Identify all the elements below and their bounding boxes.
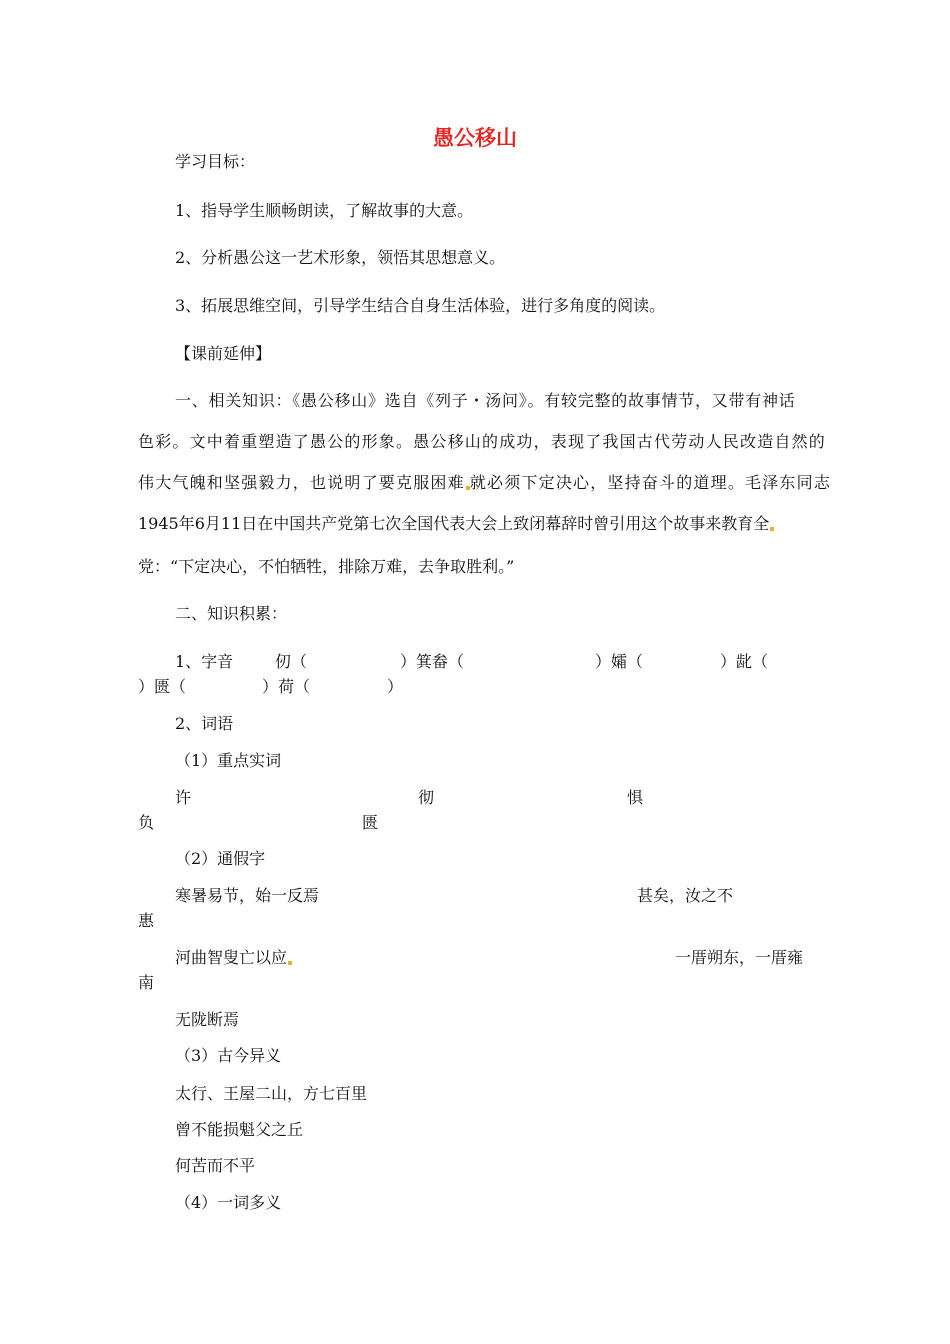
pronunciation-item: 仞（ (275, 652, 308, 671)
key-word: 惧 (627, 788, 644, 807)
objective-item: 3、拓展思维空间，引导学生结合自身生活体验，进行多角度的阅读。 (175, 296, 666, 315)
tongjia-item: 惠 (138, 911, 155, 930)
polysemy-heading: （4）一词多义 (175, 1193, 282, 1212)
objective-item: 1、指导学生顺畅朗读，了解故事的大意。 (175, 201, 474, 220)
pronunciation-label: 1、字音 (175, 652, 234, 671)
edit-mark (288, 961, 292, 965)
preclass-heading: 【课前延伸】 (175, 344, 272, 363)
tongjia-item: 寒暑易节，始一反焉 (175, 886, 320, 905)
key-word: 匮 (362, 813, 379, 832)
knowledge-text: 1945年6月11日在中国共产党第七次全国代表大会上致闭幕辞时曾引用这个故事来教育全 (138, 514, 770, 533)
objectives-heading: 学习目标： (175, 152, 256, 171)
knowledge-line: 色彩。文中着重塑造了愚公的形象。愚公移山的成功，表现了我国古代劳动人民改造自然的 (138, 432, 827, 451)
tongjia-heading: （2）通假字 (175, 849, 266, 868)
tongjia-item (175, 947, 292, 969)
pronunciation-item: ）孀（ (595, 652, 644, 671)
gujin-item: 太行、王屋二山，方七百里 (175, 1084, 368, 1103)
knowledge-line: 一、相关知识：《愚公移山》选自《列子・汤问》。有较完整的故事情节，又带有神话 (175, 391, 796, 410)
gujin-item: 曾不能损魁父之丘 (175, 1120, 304, 1139)
tongjia-item: 南 (138, 973, 155, 992)
vocab-heading: 2、词语 (175, 714, 234, 733)
key-words-heading: （1）重点实词 (175, 751, 282, 770)
gujin-item: 何苦而不平 (175, 1156, 256, 1175)
pronunciation-item: ）龀（ (720, 652, 769, 671)
key-word: 许 (175, 788, 192, 807)
pronunciation-item: ）箕畚（ (400, 652, 465, 671)
page-title: 愚公移山 (433, 126, 517, 150)
tongjia-item: 一厝朔东，一厝雍 (675, 948, 804, 967)
pronunciation-item: ）匮（ (138, 677, 187, 696)
key-word: 负 (138, 813, 155, 832)
pronunciation-item: ）荷（ (262, 677, 311, 696)
knowledge-line: 党：“下定决心，不怕牺牲，排除万难，去争取胜利。” (138, 557, 515, 576)
pronunciation-item: ） (387, 677, 404, 696)
tongjia-item: 甚矣，汝之不 (637, 886, 734, 905)
knowledge-line (138, 513, 774, 535)
objective-item: 2、分析愚公这一艺术形象，领悟其思想意义。 (175, 248, 506, 267)
tongjia-item: 无陇断焉 (175, 1010, 240, 1029)
tongjia-text: 河曲智叟亡以应 (175, 948, 288, 967)
edit-mark (770, 527, 774, 531)
key-word: 彻 (418, 788, 435, 807)
knowledge-line (138, 472, 831, 494)
accumulation-heading: 二、知识积累： (175, 604, 288, 623)
knowledge-text: 就必须下定决心，坚持奋斗的道理。毛泽东同志 (469, 473, 832, 492)
gujin-heading: （3）古今异义 (175, 1046, 282, 1065)
knowledge-text: 伟大气魄和坚强毅力，也说明了要克服困难 (138, 473, 465, 492)
